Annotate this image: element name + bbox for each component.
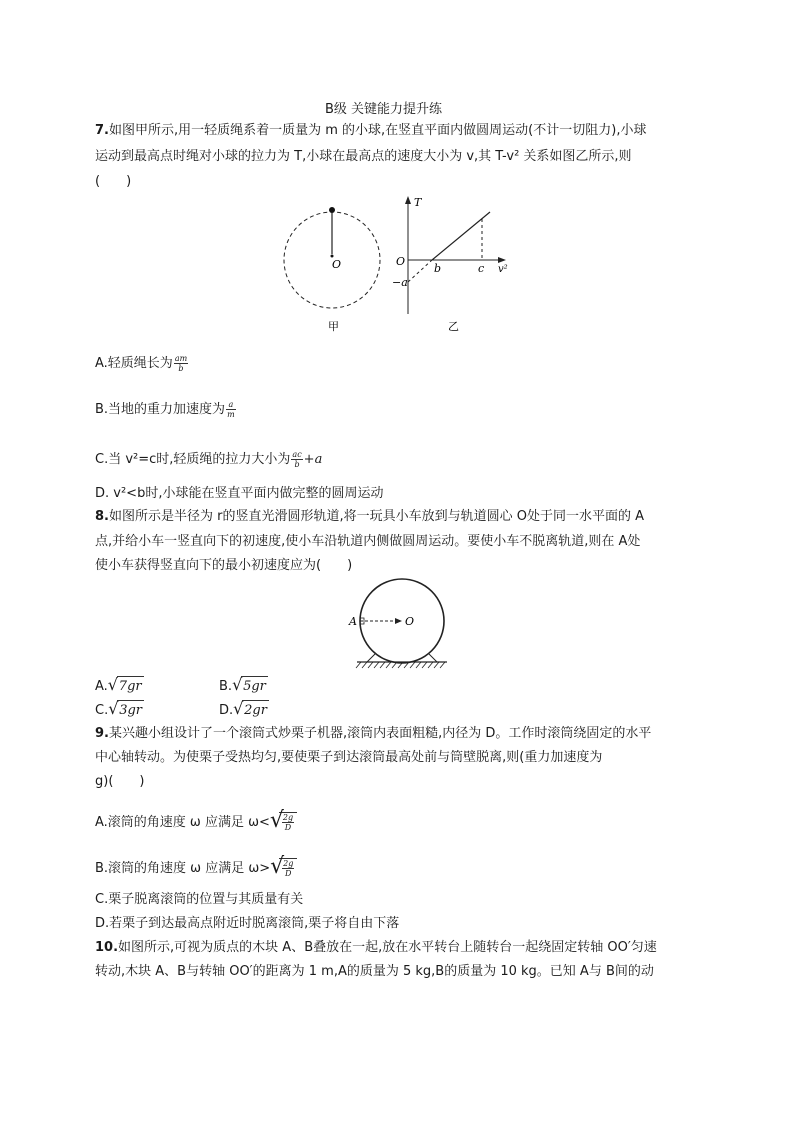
figure-circular-track — [345, 578, 460, 674]
q9-line2: 中心轴转动。为使栗子受热均匀,要使栗子到达滚筒最高处前与筒壁脱离,则(重力加速度为 — [95, 750, 603, 765]
origin-label: O — [396, 255, 406, 268]
q7-line1: 7.如图甲所示,用一轻质绳系着一质量为 m 的小球,在竖直平面内做圆周运动(不计一切阻力),小球 — [95, 123, 647, 138]
q9-b-sqrt: √ $\frac{2g}{D}$ — [270, 858, 297, 879]
q9-option-a: A.滚筒的角速度 ω 应满足 ω< √ $\frac{2g}{D}$ — [95, 812, 297, 833]
neg-a-label: −a — [392, 276, 408, 289]
b-label: b — [434, 262, 442, 275]
point-A-label: A — [349, 615, 357, 628]
q8-number: 8. — [95, 509, 109, 524]
radius-arrow — [395, 618, 402, 624]
q9-line1: 9.某兴趣小组设计了一个滚筒式炒栗子机器,滚筒内表面粗糙,内径为 D。工作时滚筒绕固定的水平 — [95, 726, 652, 741]
q8-c-sqrt: √ 3gr — [108, 700, 144, 721]
q7-option-d: D. v²<b时,小球能在竖直平面内做完整的圆周运动 — [95, 486, 384, 501]
support-right — [429, 654, 437, 662]
q8-d-sqrt: √ 2gr — [233, 700, 269, 721]
q8-line3: 使小车获得竖直向下的最小初速度应为( ) — [95, 558, 353, 573]
q9-a-sqrt: √ $\frac{2g}{D}$ — [270, 812, 297, 833]
q9-option-b: B.滚筒的角速度 ω 应满足 ω> √ $\frac{2g}{D}$ — [95, 858, 297, 879]
q9-option-d: D.若栗子到达最高点附近时脱离滚筒,栗子将自由下落 — [95, 916, 400, 931]
q7-number: 7. — [95, 123, 109, 138]
caption-yi: 乙 — [448, 320, 459, 333]
center-label: O — [332, 258, 342, 271]
q7-line2: 运动到最高点时绳对小球的拉力为 T,小球在最高点的速度大小为 v,其 T-v² 关系如图乙所示,则 — [95, 149, 632, 164]
q8-option-d: D. √ 2gr — [219, 700, 269, 721]
q8-b-sqrt: √ 5gr — [232, 676, 268, 697]
q7-c-fraction: $\frac{ac}{b}$ — [292, 450, 302, 469]
q8-option-c: C. √ 3gr — [95, 700, 144, 721]
q9-option-c: C.栗子脱离滚筒的位置与其质量有关 — [95, 892, 304, 907]
q7-a-fraction: $\frac{am}{b}$ — [174, 354, 188, 373]
y-label-T: T — [414, 196, 422, 209]
T-v2-line — [432, 212, 490, 260]
x-label-v2: v² — [498, 264, 508, 275]
q9-line3: g)( ) — [95, 774, 145, 789]
figure-yi-graph — [390, 192, 520, 335]
point-O-label: O — [405, 615, 415, 628]
q8-option-a: A. √ 7gr — [95, 676, 144, 697]
q10-line2: 转动,木块 A、B与转轴 OO′的距离为 1 m,A的质量为 5 kg,B的质量为 10 kg。已知 A与 B间的动 — [95, 964, 654, 979]
y-axis-arrow — [405, 196, 411, 204]
q10-line1: 10.如图所示,可视为质点的木块 A、B叠放在一起,放在水平转台上随转台一起绕固定转轴 OO′匀速 — [95, 940, 657, 955]
q9-number: 9. — [95, 726, 109, 741]
q7-option-a: A.轻质绳长为 $\frac{am}{b}$ — [95, 354, 188, 373]
q8-line2: 点,并给小车一竖直向下的初速度,使小车沿轨道内侧做圆周运动。要使小车不脱离轨道,则在 A处 — [95, 534, 641, 549]
q8-line1: 8.如图所示是半径为 r的竖直光滑圆形轨道,将一玩具小车放到与轨道圆心 O处于同一水平面的 A — [95, 509, 644, 524]
section-title: B级 关键能力提升练 — [325, 102, 443, 117]
q10-number: 10. — [95, 940, 119, 955]
q8-a-sqrt: √ 7gr — [108, 676, 144, 697]
q8-option-b: B. √ 5gr — [219, 676, 268, 697]
q7-b-fraction: $\frac{a}{m}$ — [227, 400, 235, 419]
q7-option-b: B.当地的重力加速度为 $\frac{a}{m}$ — [95, 400, 235, 419]
dashed-extension — [408, 260, 432, 282]
figure-jia-circle — [280, 200, 390, 335]
caption-jia: 甲 — [328, 320, 339, 333]
q7-option-c: C.当 v²=c时,轻质绳的拉力大小为 $\frac{ac}{b}$ +a — [95, 450, 323, 469]
x-axis-arrow — [498, 257, 506, 263]
c-label: c — [478, 262, 485, 275]
q7-answer-paren: ( ) — [95, 174, 132, 189]
ball — [329, 207, 335, 213]
support-left — [367, 654, 375, 662]
